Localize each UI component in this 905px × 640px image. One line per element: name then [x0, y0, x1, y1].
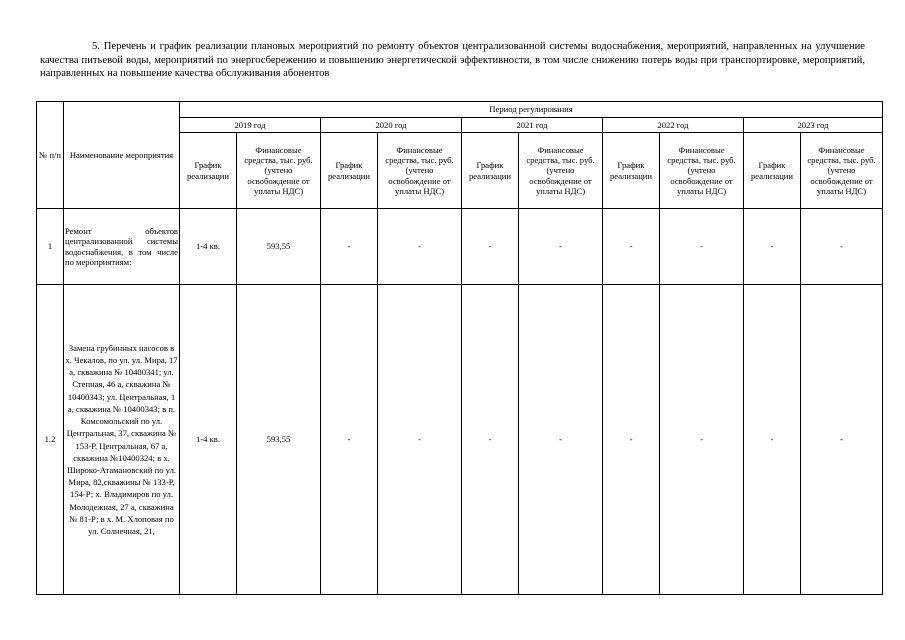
finance-header: Финансовые средства, тыс. руб. (учтено освобождение от уплаты НДС) [660, 133, 744, 209]
schedule-header: График реализации [603, 133, 660, 209]
schedule-header: График реализации [180, 133, 237, 209]
finance-cell: - [519, 209, 603, 285]
finance-header: Финансовые средства, тыс. руб. (учтено освобождение от уплаты НДС) [378, 133, 462, 209]
row-name: Замена грубинных насосов в х. Чекалов, по ул. ул. Мира, 17 а, скважина № 10400341; ул. Степная, 46 а, скважина № 10400343; ул. Центральная, 1 а, скважина № 10400343; в п. Комсомольский по ул. Центральная, 37, скважина № 153-Р, Центральная, 67 а, скважина №10400324; в х. Широко-Атамановский по ул. Мира, 82,скважины № 133-Р, 154-Р; х. Владимиров по ул. Молодежная, 27 а, скважина № 81-Р; в х. М. Хлоповая по ул. Солнечная, 21, [64, 285, 180, 595]
finance-cell: - [378, 209, 462, 285]
schedule-header: График реализации [462, 133, 519, 209]
finance-cell: - [801, 209, 883, 285]
schedule-cell: - [321, 285, 378, 595]
row-number: 1 [37, 209, 64, 285]
schedule-cell: 1-4 кв. [180, 285, 237, 595]
schedule-header: График реализации [744, 133, 801, 209]
schedule-cell: 1-4 кв. [180, 209, 237, 285]
schedule-cell: - [321, 209, 378, 285]
col-name-header: Наименование мероприятия [64, 102, 180, 209]
col-num-header: № п/п [37, 102, 64, 209]
table-row [37, 285, 883, 595]
header-row-period [37, 102, 883, 118]
table-row [37, 209, 883, 285]
finance-cell: - [801, 285, 883, 595]
plan-table [36, 101, 883, 595]
finance-cell: 593,55 [237, 285, 321, 595]
year-header: 2021 год [462, 118, 603, 133]
finance-header: Финансовые средства, тыс. руб. (учтено освобождение от уплаты НДС) [237, 133, 321, 209]
finance-cell: - [519, 285, 603, 595]
schedule-cell: - [744, 285, 801, 595]
schedule-cell: - [603, 285, 660, 595]
section-heading [40, 40, 865, 81]
finance-header: Финансовые средства, тыс. руб. (учтено освобождение от уплаты НДС) [519, 133, 603, 209]
year-header: 2020 год [321, 118, 462, 133]
finance-cell: - [660, 209, 744, 285]
year-header: 2023 год [744, 118, 883, 133]
schedule-cell: - [603, 209, 660, 285]
schedule-cell: - [462, 285, 519, 595]
finance-cell: - [660, 285, 744, 595]
schedule-cell: - [744, 209, 801, 285]
year-header: 2022 год [603, 118, 744, 133]
finance-cell: - [378, 285, 462, 595]
finance-cell: 593,55 [237, 209, 321, 285]
finance-header: Финансовые средства, тыс. руб. (учтено освобождение от уплаты НДС) [801, 133, 883, 209]
row-name: Ремонт объектов централизованной системы водоснабжения, в том числе по мероприятиям: [64, 209, 180, 285]
schedule-header: График реализации [321, 133, 378, 209]
row-number: 1.2 [37, 285, 64, 595]
period-header: Период регулирования [180, 102, 883, 118]
year-header: 2019 год [180, 118, 321, 133]
section-heading-text: 5. Перечень и график реализации плановых мероприятий по ремонту объектов централизованной системы водоснабжения, мероприятий, направленных на улучшение качества питьевой воды, мероприятий по энергосбережению и повышению энергетической эффективности, в том числе снижению потерь воды при транспортировке, мероприятий, направленных на повышение качества обслуживания абонентов [40, 41, 865, 79]
schedule-cell: - [462, 209, 519, 285]
